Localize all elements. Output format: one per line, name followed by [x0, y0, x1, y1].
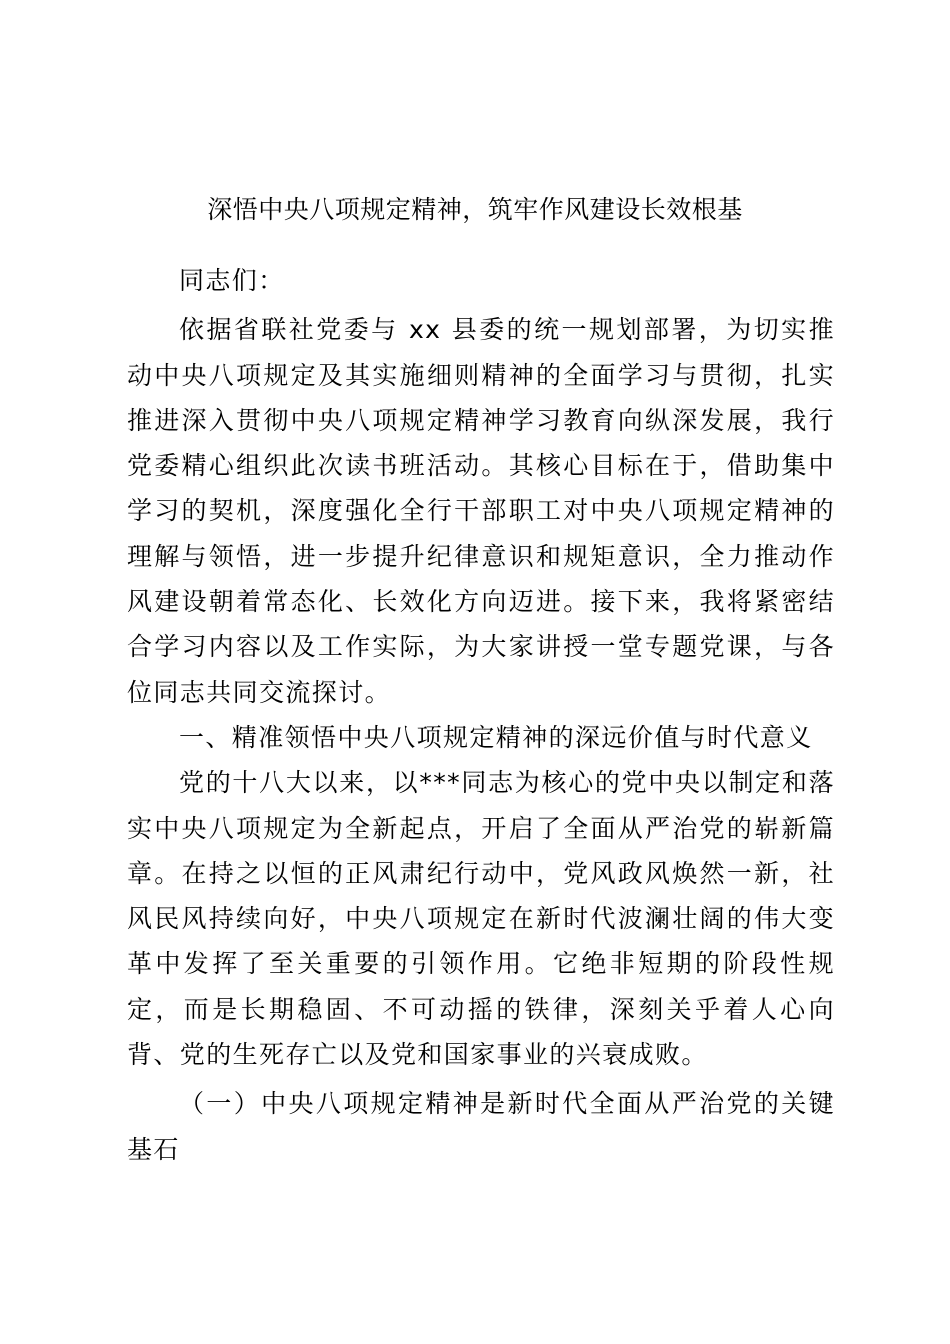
intro-paragraph: 依据省联社党委与 xx 县委的统一规划部署，为切实推动中央八项规定及其实施细则精神的全面学习与贯彻，扎实推进深入贯彻中央八项规定精神学习教育向纵深发展，我行党委精心组织此次读书班活动。其核心目标在于，借助集中学习的契机，深度强化全行干部职工对中央八项规定精神的理解与领悟，进一步提升纪律意识和规矩意识，全力推动作风建设朝着常态化、长效化方向迈进。接下来，我将紧密结合学习内容以及工作实际，为大家讲授一堂专题党课，与各位同志共同交流探讨。: [127, 315, 835, 707]
document-body: [127, 258, 835, 1172]
greeting-line: 同志们：: [179, 266, 285, 295]
section-heading-1: 一、精准领悟中央八项规定精神的深远价值与时代意义: [179, 722, 813, 752]
subsection-heading-1: （一）中央八项规定精神是新时代全面从严治党的关键基石: [127, 1089, 835, 1164]
section-paragraph: 党的十八大以来，以***同志为核心的党中央以制定和落实中央八项规定为全新起点，开启了全面从严治党的崭新篇章。在持之以恒的正风肃纪行动中，党风政风焕然一新，社风民风持续向好，中央八项规定在新时代波澜壮阔的伟大变革中发挥了至关重要的引领作用。它绝非短期的阶段性规定，而是长期稳固、不可动摇的铁律，深刻关乎着人心向背、党的生死存亡以及党和国家事业的兴衰成败。: [127, 768, 835, 1070]
document-title: 深悟中央八项规定精神，筑牢作风建设长效根基: [207, 195, 743, 224]
